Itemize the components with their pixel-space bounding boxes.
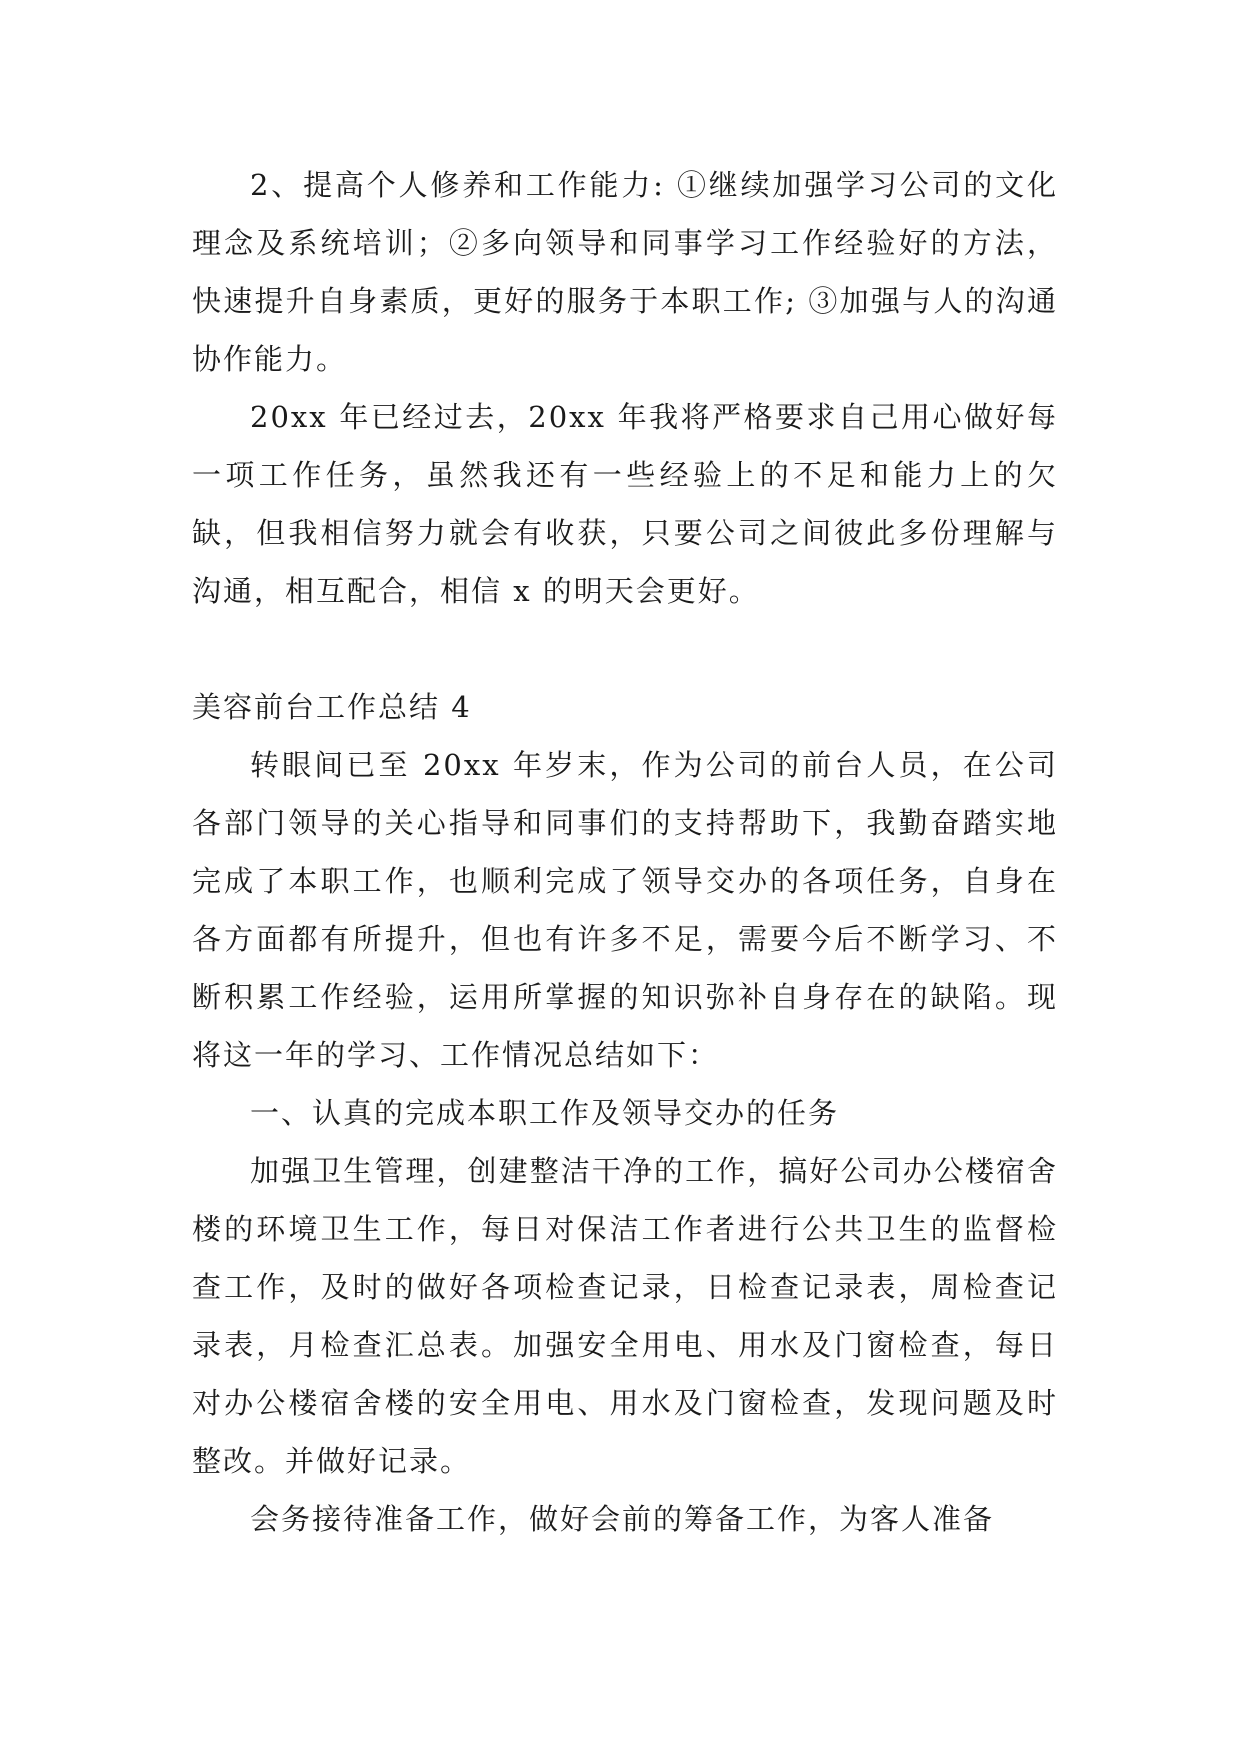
subheading-duties: 一、认真的完成本职工作及领导交办的任务: [250, 1096, 840, 1130]
document-body: [192, 156, 1058, 1548]
paragraph-personal-improvement: 2、提高个人修养和工作能力: ①继续加强学习公司的文化理念及系统培训；②多向领导和同事学习工作经验好的方法，快速提升自身素质，更好的服务于本职工作; ③加强与人的沟通协作能力。: [192, 168, 1058, 376]
paragraph-hygiene-management: 加强卫生管理，创建整洁干净的工作，搞好公司办公楼宿舍楼的环境卫生工作，每日对保洁工作者进行公共卫生的监督检查工作，及时的做好各项检查记录，日检查记录表，周检查记录表，月检查汇总表。加强安全用电、用水及门窗检查，每日对办公楼宿舍楼的安全用电、用水及门窗检查，发现问题及时整改。并做好记录。: [192, 1154, 1058, 1478]
paragraph-meeting-reception: 会务接待准备工作，做好会前的筹备工作，为客人准备: [250, 1502, 995, 1536]
paragraph-year-outlook: 20xx 年已经过去，20xx 年我将严格要求自己用心做好每一项工作任务，虽然我还有一些经验上的不足和能力上的欠缺，但我相信努力就会有收获，只要公司之间彼此多份理解与沟通，相互配合，相信 x 的明天会更好。: [192, 400, 1058, 608]
paragraph-year-summary-intro: 转眼间已至 20xx 年岁末，作为公司的前台人员，在公司各部门领导的关心指导和同事们的支持帮助下，我勤奋踏实地完成了本职工作，也顺利完成了领导交办的各项任务，自身在各方面都有所提升，但也有许多不足，需要今后不断学习、不断积累工作经验，运用所掌握的知识弥补自身存在的缺陷。现将这一年的学习、工作情况总结如下：: [192, 748, 1058, 1072]
section-title: 美容前台工作总结 4: [192, 690, 472, 724]
